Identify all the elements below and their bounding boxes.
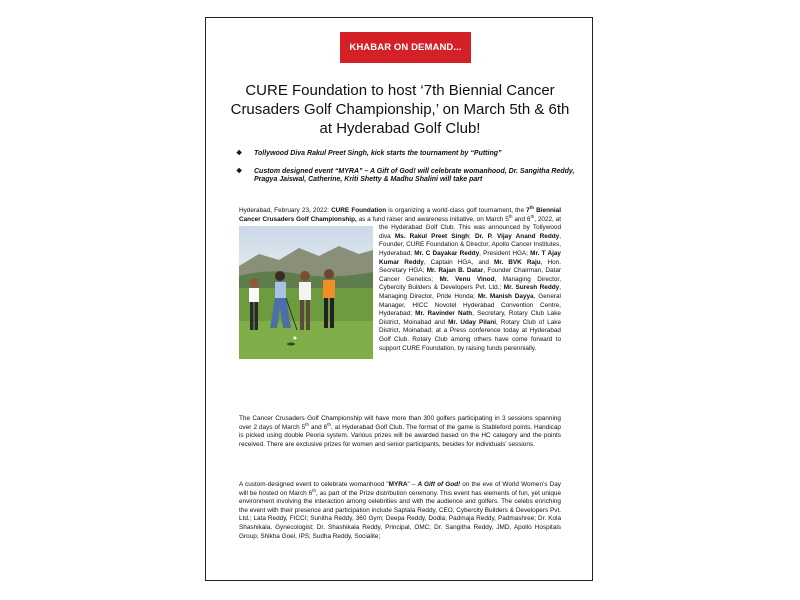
diamond-bullet-icon: ❖ — [236, 167, 243, 175]
headline: CURE Foundation to host ‘7th Biennial Cancer Crusaders Golf Championship,’ on March 5th & 6th at Hyderabad Golf Club! — [230, 82, 570, 137]
diamond-bullet-icon: ❖ — [236, 150, 243, 157]
golf-event-photo — [239, 226, 373, 359]
paragraph-announcement: Hyderabad, February 23, 2022: CURE Foundation is organizing a world-class golf tournament, the 7th Biennial Cancer Crusaders Golf Championship, as a fund raiser and awareness initiative, on March 5th and 6th , 2022, at the Hyderabad Golf Club. This was announced by Tollywood diva Ms. Rakul Preet Singh; Dr. P. Vijay Anand Reddy, Founder, CURE Foundation & Director, Apollo Cancer Institutes, Hyderabad; Mr. C Dayakar Reddy, President HGA; Mr. T Ajay Kumar Reddy, Captain HGA, and Mr. BVK Raju, Hon. Secretary HGA; Mr. Rajan B. Datar, Founder Chairman, Datar Cancer Genetics; Mr. Venu Vinod, Managing Director, Cybercity Builders & Developers Pvt. Ltd.; Mr. Suresh Reddy, Managing Director, Pride Honda; Mr. Manish Dayya, General Manager, HICC Novotel Hyderabad Convention Centre, Hyderabad; Mr. Ravinder Nath, Secretary, Rotary Club Lake District, Moinabad and Mr. Uday Pilani, Rotary Club of Lake District, Moinabad; at a Press conference today at Hyderabad Golf Club. Rotary Club among others have come forward to support CURE Foundation, by raising funds perennially. — [239, 207, 561, 361]
paragraph-myra-event: A custom-designed event to celebrate womanhood "MYRA" – A Gift of God! on the eve of World Women’s Day will be hosted on March 6th, as part of the Prize distribution ceremony. This event has elements of fun, yet unique environment involving the interaction among celebrities and with the audience and golfers. The celebs enriching the event with their presence and participation include Saptala Reddy, CEO, Cybercity Builders & Developers Pvt. Ltd.; Lata Reddy, FICCI; Sunitha Reddy, 360 Gym; Deepa Reddy, Dodla; Padmaja Reddy, Padmashree; Dr. Kola Shashikala, Gynecologist; Dr. Shashikala Reddy, Principal, OMC; Dr. Sangitha Reddy, JMD, Apollo Hospitals Group; Shikha Goel, IPS; Sudha Reddy, Socialite; — [239, 481, 561, 540]
bullet-item: ❖ Tollywood Diva Rakul Preet Singh, kick starts the tournament by “Putting” — [236, 150, 502, 157]
highlights-list — [224, 150, 576, 194]
bullet-item: ❖ Custom designed event “MYRA” – A Gift of God! will celebrate womanhood, Dr. Sangitha Reddy, Pragya Jaiswal, Catherine, Kriti Shetty & Madhu Shalini will take part — [236, 167, 575, 183]
document-page — [205, 17, 593, 581]
khabar-banner: KHABAR ON DEMAND... — [340, 32, 471, 63]
paragraph-championship: The Cancer Crusaders Golf Championship will have more than 300 golfers participating in 3 sessions spanning over 2 days of March 5th and 6th, at Hyderabad Golf Club. The format of the game is Stableford points, Handicap is picked using double Peoria system. Various prizes will be awarded based on the HC category and the points received. There are exclusive prizes for women and senior participants, besides for individuals’ sessions. — [239, 415, 561, 448]
